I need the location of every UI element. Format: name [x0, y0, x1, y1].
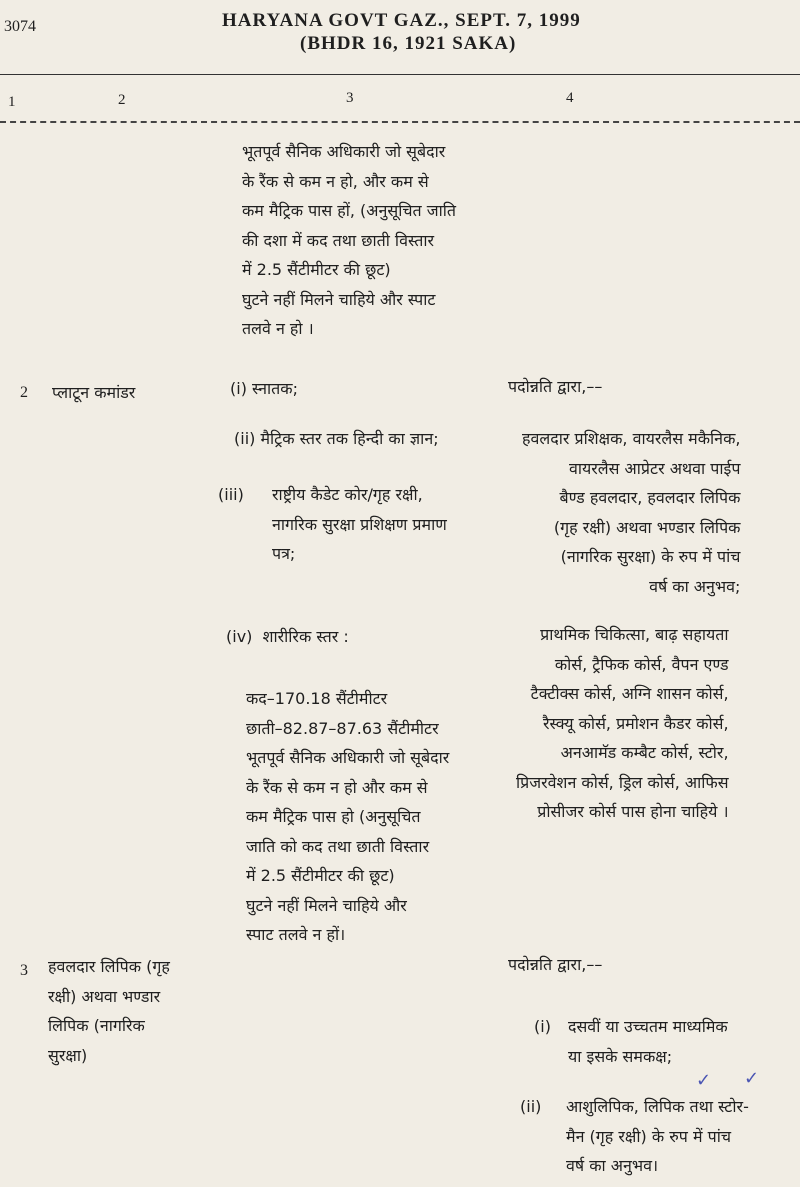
row-2-qualification-4: (iv) शारीरिक स्तर : — [226, 627, 349, 646]
row-2-method-experience: हवलदार प्रशिक्षक, वायरलैस मकैनिक, वायरलैस आप्रेटर अथवा पाईप बैण्ड हवलदार, हवलदार लिपिक (गृह रक्षी) अथवा भण्डार लिपिक (नागरिक सुरक्षा) के रुप में पांच वर्ष का अनुभव; — [522, 429, 741, 596]
column-number-3: 3 — [346, 90, 354, 106]
row-2-qualification-2: (ii) मैट्रिक स्तर तक हिन्दी का ज्ञान; — [234, 429, 439, 448]
column-number-1: 1 — [8, 94, 16, 110]
row-3-method-2-label: (ii) — [520, 1097, 542, 1116]
column-rule — [0, 121, 800, 123]
row-3-serial: 3 — [20, 962, 28, 979]
row-3-post: हवलदार लिपिक (गृह रक्षी) अथवा भण्डार लिपिक (नागरिक सुरक्षा) — [48, 957, 170, 1065]
row-2-post: प्लाटून कमांडर — [52, 383, 136, 402]
tick-mark: ✓ — [744, 1068, 760, 1089]
tick-mark: ✓ — [696, 1070, 712, 1091]
gazette-date-saka: (BHDR 16, 1921 SAKA) — [300, 33, 517, 54]
row-2-physical-standards: कद–170.18 सैंटीमीटर छाती–82.87–87.63 सैंटीमीटर भूतपूर्व सैनिक अधिकारी जो सूबेदार के रैंक से कम न हो और कम से कम मैट्रिक पास हो (अनुसूचित जाति को कद तथा छाती विस्तार में 2.5 सैंटीमीटर की छूट) घुटने नहीं मिलने चाहिये और स्पाट तलवे न हों। — [246, 689, 450, 944]
row-2-qualification-3: राष्ट्रीय कैडेट कोर/गृह रक्षी, नागरिक सुरक्षा प्रशिक्षण प्रमाण पत्र; — [272, 485, 447, 563]
column-number-2: 2 — [118, 92, 126, 108]
row-2-serial: 2 — [20, 384, 28, 401]
column-number-4: 4 — [566, 90, 574, 106]
row-2-method-courses: प्राथमिक चिकित्सा, बाढ़ सहायता कोर्स, ट्रैफिक कोर्स, वैपन एण्ड टैक्टीक्स कोर्स, अग्नि शासन कोर्स, रैस्क्यू कोर्स, प्रमोशन कैडर कोर्स, अनआमॅड कम्बैट कोर्स, स्टोर, प्रिजरवेशन कोर्स, ड्रिल कोर्स, आफिस प्रोसीजर कोर्स पास होना चाहिये । — [516, 625, 729, 821]
continued-eligibility-text: भूतपूर्व सैनिक अधिकारी जो सूबेदार के रैंक से कम न हो, और कम से कम मैट्रिक पास हों, (अनुसूचित जाति की दशा में कद तथा छाती विस्तार में 2.5 सैंटीमीटर की छूट) घुटने नहीं मिलने चाहिये और स्पाट तलवे न हो । — [242, 142, 456, 338]
row-3-method-1: दसवीं या उच्चतम माध्यमिक या इसके समकक्ष; — [568, 1017, 728, 1066]
row-2-method-heading: पदोन्नति द्वारा,–– — [508, 377, 603, 396]
row-2-qualification-1: (i) स्नातक; — [230, 379, 298, 398]
page-number: 3074 — [4, 18, 36, 35]
row-3-method-1-label: (i) — [534, 1017, 551, 1036]
row-3-method-heading: पदोन्नति द्वारा,–– — [508, 955, 603, 974]
row-2-qualification-3-label: (iii) — [218, 485, 244, 504]
header-rule — [0, 74, 800, 75]
row-3-method-2: आशुलिपिक, लिपिक तथा स्टोर- मैन (गृह रक्षी) के रुप में पांच वर्ष का अनुभव। — [566, 1097, 749, 1175]
gazette-title: HARYANA GOVT GAZ., SEPT. 7, 1999 — [222, 10, 581, 31]
